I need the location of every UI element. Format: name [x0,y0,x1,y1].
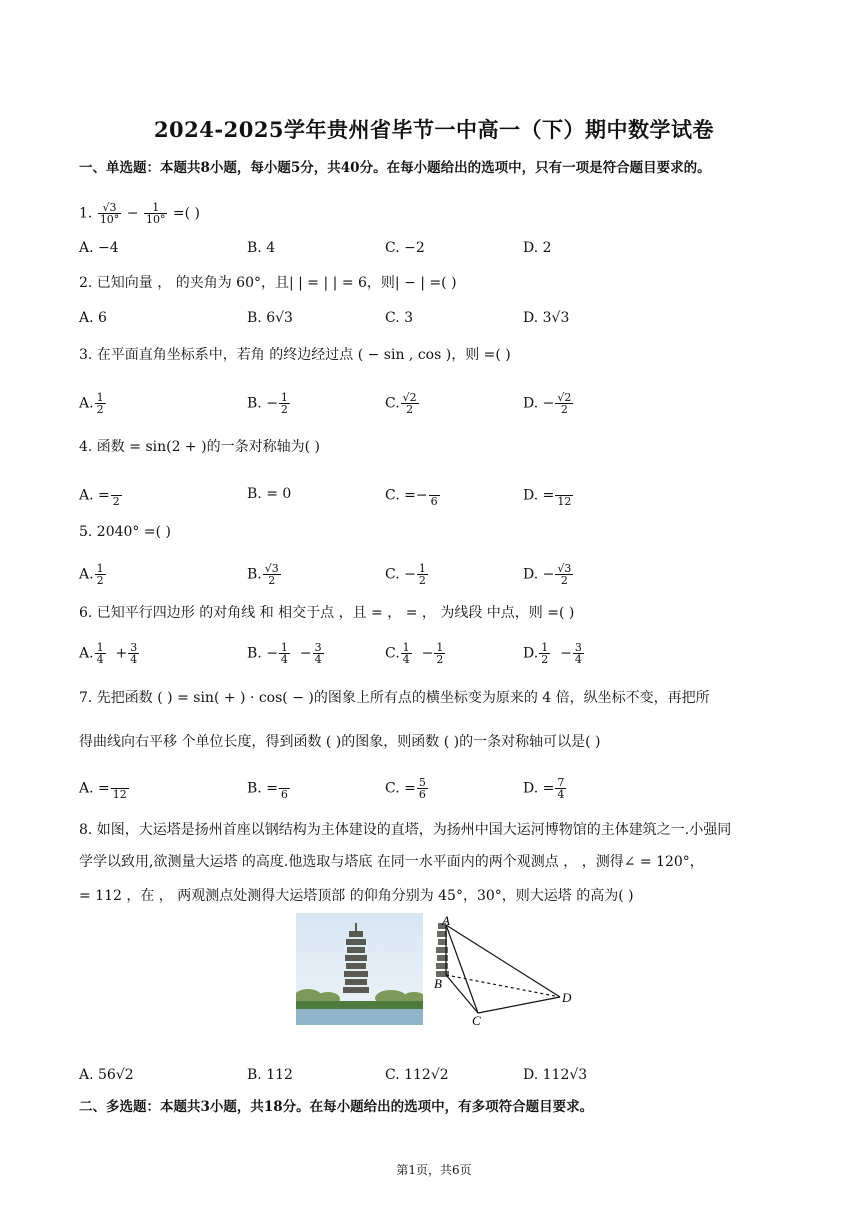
page-footer: 第1页，共6页 [396,1163,472,1177]
q6-option-c: C. $\frac{1}{4}$ − $\frac{1}{2}$ [385,641,444,666]
question-1-stem: 1. $\frac{√3}{10^\circ}$ − $\frac{1}{10^\circ}$ =( ) [79,201,201,226]
section-1-heading: 一、单选题：本题共8小题，每小题5分，共40分。在每小题给出的选项中，只有一项是符合题目要求的。 [79,160,711,176]
q2-option-c: C. 3 [385,310,414,326]
q3-option-b: B. − $\frac{1}{2}$ [247,391,288,416]
q1-option-b: B. 4 [247,240,276,256]
q8-option-c: C. 112√2 [385,1067,449,1083]
q6-option-d: D. $\frac{1}{2}$ − $\frac{3}{4}$ [523,641,582,666]
q5-option-c: C. − $\frac{1}{2}$ [385,562,426,587]
q4-option-d: D. = 12 [523,484,574,507]
question-7-line2: 得曲线向右平移 个单位长度，得到函数 ( )的图象，则函数 ( )的一条对称轴可以是( ) [79,734,601,750]
q7-option-d: D. = $\frac{7}{4}$ [523,776,565,801]
q7-option-b: B. = 6 [247,777,291,800]
q1-option-c: C. −2 [385,240,425,256]
q1-option-a: A. −4 [79,240,119,256]
q4-option-b: B. = 0 [247,486,292,502]
label-c: C [472,1013,481,1028]
q4-option-c: C. =− 6 [385,484,441,507]
q5-option-a: A. $\frac{1}{2}$ [79,562,104,587]
fraction: $\frac{√3}{10^\circ}$ [99,201,120,226]
question-5-stem: 5. 2040° =( ) [79,524,171,540]
q7-option-a: A. = 12 [79,777,130,800]
q5-option-b: B. $\frac{√3}{2}$ [247,562,279,587]
label-b: B [434,976,442,991]
q1-option-d: D. 2 [523,240,552,256]
q8-option-b: B. 112 [247,1067,293,1083]
fraction: $\frac{1}{10^\circ}$ [145,201,166,226]
geometry-diagram [430,913,580,1028]
q2-option-a: A. 6 [79,310,107,326]
question-2-stem: 2. 已知向量 ， 的夹角为 60°，且| | = | | = 6，则| − | =( ) [79,275,457,291]
question-7-line1: 7. 先把函数 ( ) = sin( + ) · cos( − )的图象上所有点的横坐标变为原来的 4 倍，纵坐标不变，再把所 [79,690,710,706]
q7-option-c: C. = $\frac{5}{6}$ [385,776,426,801]
q3-option-d: D. − $\frac{√2}{2}$ [523,391,572,416]
question-8-line3: = 112 ，在 ， 两观测点处测得大运塔顶部 的仰角分别为 45°，30°，则大运塔 的高为( ) [79,888,634,904]
question-8-line2: 学学以致用,欲测量大运塔 的高度.他选取与塔底 在同一水平面内的两个观测点 ， ，测得∠ = 120°， [79,854,704,870]
q4-option-a: A. = 2 [79,484,123,507]
q3-option-c: C. $\frac{√2}{2}$ [385,391,417,416]
q8-option-d: D. 112√3 [523,1067,588,1083]
q6-option-a: A. $\frac{1}{4}$ + $\frac{3}{4}$ [79,641,138,666]
q2-option-d: D. 3√3 [523,310,570,326]
section-2-heading: 二、多选题：本题共3小题，共18分。在每小题给出的选项中，有多项符合题目要求。 [79,1099,594,1115]
q2-option-b: B. 6√3 [247,310,293,326]
exam-title: 2024-2025学年贵州省毕节一中高一（下）期中数学试卷 [153,117,715,142]
q6-option-b: B. − $\frac{1}{4}$ − $\frac{3}{4}$ [247,641,322,666]
q8-option-a: A. 56√2 [79,1067,134,1083]
q3-option-a: A. $\frac{1}{2}$ [79,391,104,416]
question-8-line1: 8. 如图，大运塔是扬州首座以钢结构为主体建设的直塔，为扬州中国大运河博物馆的主体建筑之一.小强同 [79,822,732,838]
pagoda-photo [296,913,423,1025]
question-6-stem: 6. 已知平行四边形 的对角线 和 相交于点 ，且 = ， = ， 为线段 中点，则 =( ) [79,605,575,621]
label-d: D [562,990,572,1005]
question-4-stem: 4. 函数 = sin(2 + )的一条对称轴为( ) [79,439,320,455]
question-3-stem: 3. 在平面直角坐标系中，若角 的终边经过点 ( − sin , cos )，则 =( ) [79,347,511,363]
label-a: A [442,913,450,928]
q5-option-d: D. − $\frac{√3}{2}$ [523,562,572,587]
